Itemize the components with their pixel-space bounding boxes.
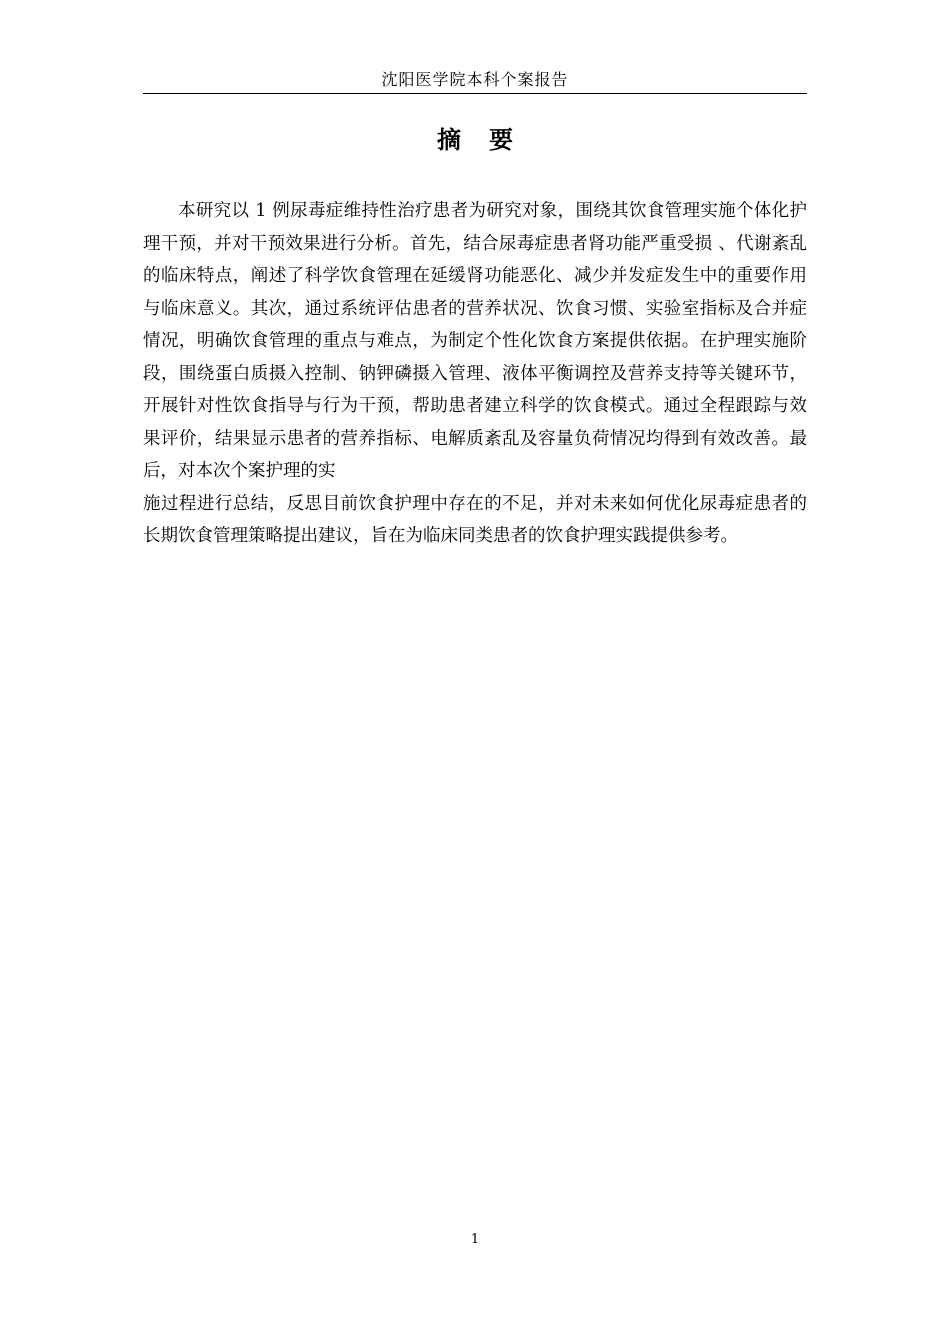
page-number: 1 [470,1232,480,1247]
abstract-title-part2: 要 [489,126,513,154]
header-divider [143,93,807,94]
abstract-paragraph-2: 施过程进行总结，反思目前饮食护理中存在的不足，并对未来如何优化尿毒症患者的长期饮食管理策略提出建议，旨在为临床同类患者的饮食护理实践提供参考。 [143,493,807,546]
running-header: 沈阳医学院本科个案报告 [381,70,569,89]
abstract-body [143,195,807,553]
abstract-title [143,122,807,158]
abstract-title-part1: 摘 [437,126,461,154]
abstract-paragraph-1: 本研究以 1 例尿毒症维持性治疗患者为研究对象，围绕其饮食管理实施个体化护理干预，并对干预效果进行分析。首先，结合尿毒症患者肾功能严重受损 、代谢紊乱的临床特点，阐述了科学饮食管理在延缓肾功能恶化、减少并发症发生中的重要作用与临床意义。其次，通过系统评估患者的营养状况、饮食习惯、实验室指标及合并症情况，明确饮食管理的重点与难点，为制定个性化饮食方案提供依据。在护理实施阶段，围绕蛋白质摄入控制、钠钾磷摄入管理、液体平衡调控及营养支持等关键环节，开展针对性饮食指导与行为干预，帮助患者建立科学的饮食模式。通过全程跟踪与效果评价，结果显示患者的营养指标、电解质紊乱及容量负荷情况均得到有效改善。最后，对本次个案护理的实 [143,201,807,481]
